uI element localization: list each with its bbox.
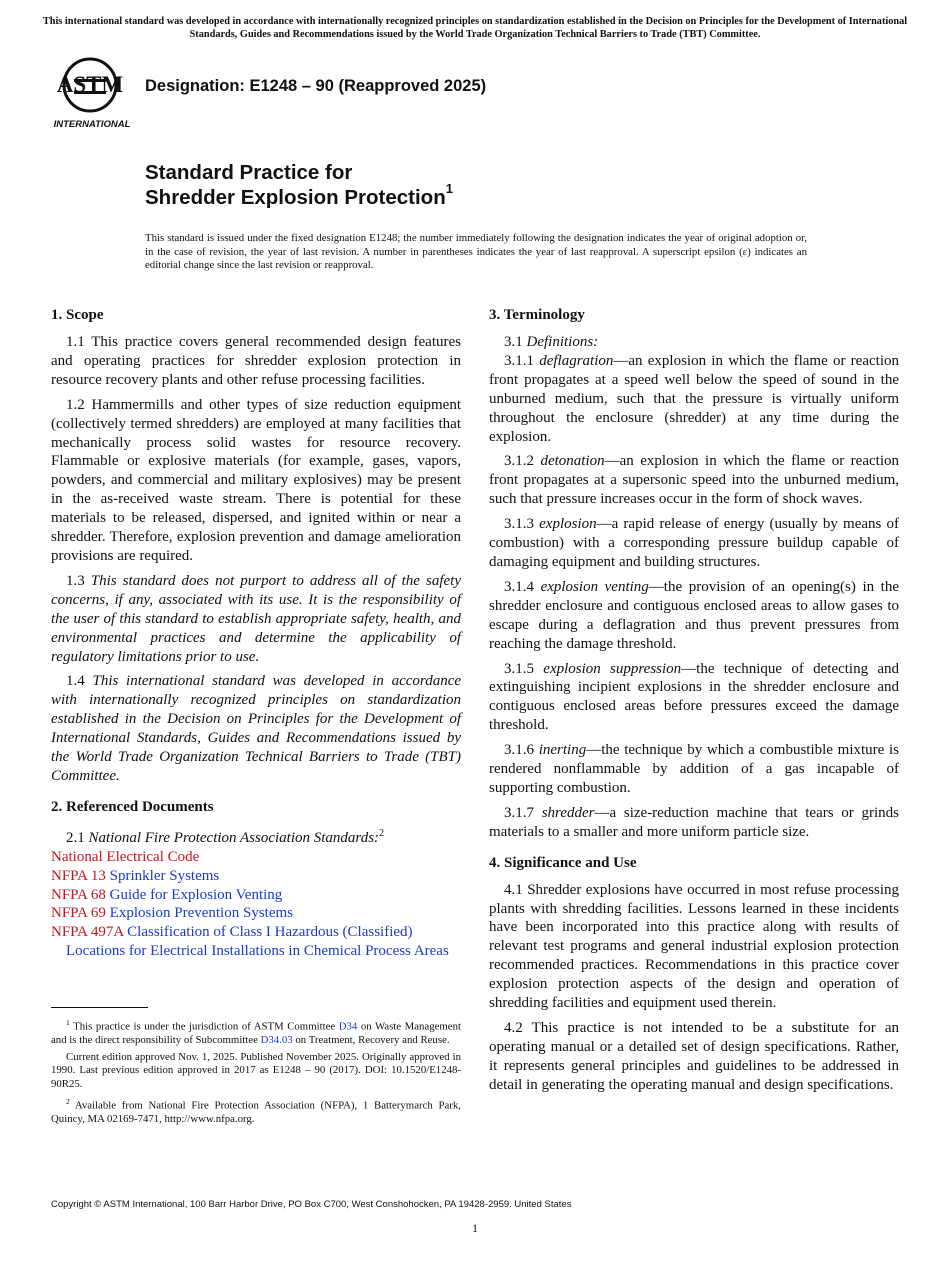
significance-heading: 4. Significance and Use bbox=[489, 854, 637, 871]
def-shredder-text: —a size-reduction machine that tears or grinds materials to a smaller and more uniform particle size. bbox=[489, 804, 900, 840]
edition-note: Current edition approved Nov. 1, 2025. Published November 2025. Originally approved in 1990. Last previous edition approved in 2017 as E1248 – 90 (2017). DOI: 10.1520/E1248-90R25. bbox=[51, 1050, 461, 1090]
designation: Designation: E1248 – 90 (Reapproved 2025) bbox=[145, 77, 487, 95]
def-explosion-num: 3.1.3 bbox=[504, 516, 534, 533]
def-deflagration-text: —an explosion in which the flame or reaction front propagates at a speed well below the speed of sound in the unburned medium, such that the pressure is virtually uniform throughout the enclosure (shredder) at any time during the explosion. bbox=[489, 352, 899, 445]
referenced-2-1-num: 2.1 bbox=[66, 829, 85, 846]
logo-caption: INTERNATIONAL bbox=[53, 119, 131, 130]
significance-4-1: 4.1 Shredder explosions have occurred in most refuse processing plants with shredding facilities. Lessons learned in these incidents have been incorporated into this practice along with results of relevant test programs and general industrial explosion protection recommended practices. Recommendations in this practice cover explosion protection aspects of the design and operation of shredding facilities and equipment used therein. bbox=[489, 881, 899, 1012]
top-notice: This international standard was developed in accordance with internationally recognized principles on standardization established in the Decision on Principles for the Development of International Standards, Guides and Recommendations issued by the World Trade Organization Technical Barriers to Trade (TBT) Committee. bbox=[42, 16, 908, 40]
def-explosion-venting bbox=[489, 578, 899, 654]
def-explosion-venting-text: —the provision of an opening(s) in the shredder enclosure and contiguous enclosed areas to allow gases to escape during a deflagration and thus prevent pressures from reaching the damage threshold. bbox=[489, 578, 900, 652]
ref-nfpa69-code[interactable]: NFPA 69 bbox=[51, 905, 106, 922]
ref-nfpa13[interactable] bbox=[51, 867, 461, 886]
def-explosion-suppression bbox=[489, 660, 899, 736]
referenced-2-1-text: National Fire Protection Association Standards: bbox=[88, 829, 380, 846]
terminology-3-1-label: Definitions: bbox=[526, 334, 599, 350]
def-explosion-suppression-text: —the technique of detecting and extinguishing incipient explosions in the shredder enclosure and contiguous enclosed areas before pressures exceed the damage threshold. bbox=[489, 660, 900, 734]
def-detonation-term: detonation bbox=[540, 453, 605, 470]
copyright: Copyright © ASTM International, 100 Barr Harbor Drive, PO Box C700, West Conshohocken, PA 19428-2959. United States bbox=[51, 1199, 572, 1210]
astm-logo bbox=[52, 55, 136, 133]
astm-logo-icon bbox=[52, 55, 136, 133]
def-deflagration-term: deflagration bbox=[539, 352, 614, 369]
referenced-footnote-mark[interactable]: 2 bbox=[379, 827, 385, 839]
title-line1: Standard Practice for bbox=[145, 161, 353, 184]
def-explosion-term: explosion bbox=[539, 516, 597, 533]
scope-heading: 1. Scope bbox=[51, 307, 104, 323]
scope-1-3 bbox=[51, 572, 461, 667]
ref-nec-code[interactable]: National Electrical Code bbox=[51, 848, 200, 865]
ref-nfpa69-title[interactable]: Explosion Prevention Systems bbox=[109, 905, 293, 922]
def-detonation-text: —an explosion in which the flame or reaction front propagates at a supersonic speed into the unburned medium, such that pressure increases occur in the form of shock waves. bbox=[489, 453, 899, 508]
def-inerting-text: —the technique by which a combustible mixture is rendered nonflammable by addition of a gas incapable of supporting combustion. bbox=[489, 742, 900, 796]
page-number: 1 bbox=[472, 1221, 478, 1235]
footnote-2-text: Available from National Fire Protection Association (NFPA), 1 Batterymarch Park, Quincy, MA 02169-7471, http://www.nfpa.org. bbox=[51, 1099, 461, 1125]
significance-4-2: 4.2 This practice is not intended to be a substitute for an operating manual or a detailed set of design specifications. Rather, it represents general principles and guidelines to be addressed in detail in generating the operating manual and design specifications. bbox=[489, 1020, 899, 1093]
def-explosion bbox=[489, 515, 899, 572]
def-shredder-term: shredder bbox=[541, 804, 595, 821]
def-shredder bbox=[489, 804, 899, 842]
ref-nfpa13-title[interactable]: Sprinkler Systems bbox=[109, 867, 220, 884]
title-footnote-mark[interactable]: 1 bbox=[445, 181, 453, 197]
terminology-3-1-num: 3.1 bbox=[504, 334, 523, 350]
def-deflagration-num: 3.1.1 bbox=[504, 352, 534, 369]
scope-1-4-text: This international standard was developed in accordance with internationally recognized principles on standardization established in the Decision on Principles for the Development of International Standards, Guides and Recommendations issued by the World Trade Organization Technical Barriers to Trade (TBT) Committee. bbox=[51, 673, 462, 784]
footnote-1-mark: 1 bbox=[66, 1018, 70, 1027]
scope-1-3-num: 1.3 bbox=[66, 572, 85, 589]
referenced-2-1 bbox=[51, 825, 461, 848]
footnote-1 bbox=[51, 1016, 461, 1048]
def-explosion-suppression-term: explosion suppression bbox=[543, 660, 682, 677]
scope-1-4 bbox=[51, 672, 461, 785]
ref-nfpa69[interactable] bbox=[51, 904, 461, 923]
def-inerting-term: inerting bbox=[538, 742, 587, 759]
terminology-heading: 3. Terminology bbox=[489, 307, 585, 323]
page-title bbox=[145, 160, 453, 210]
def-explosion-text: —a rapid release of energy (usually by means of combustion) with a corresponding pressure buildup capable of damaging equipment and building structures. bbox=[489, 516, 899, 570]
ref-nec[interactable] bbox=[51, 848, 461, 867]
ref-nfpa68[interactable] bbox=[51, 886, 461, 905]
footnote-divider bbox=[51, 1007, 148, 1008]
def-detonation bbox=[489, 452, 899, 509]
footnote-1-text-a: This practice is under the jurisdiction of ASTM Committee bbox=[73, 1020, 339, 1033]
subcommittee-link[interactable]: D34.03 bbox=[260, 1034, 293, 1047]
scope-1-4-num: 1.4 bbox=[66, 673, 85, 690]
ref-nfpa13-code[interactable]: NFPA 13 bbox=[51, 867, 106, 884]
footnote-2 bbox=[51, 1095, 461, 1127]
ref-nfpa68-code[interactable]: NFPA 68 bbox=[51, 886, 106, 903]
def-inerting-num: 3.1.6 bbox=[504, 742, 534, 759]
ref-nfpa497a-code[interactable]: NFPA 497A bbox=[51, 924, 124, 941]
committee-link[interactable]: D34 bbox=[338, 1020, 358, 1033]
footnotes bbox=[51, 1016, 461, 1129]
footnote-2-mark: 2 bbox=[66, 1096, 70, 1106]
title-line2: Shredder Explosion Protection bbox=[145, 186, 446, 209]
left-column bbox=[51, 306, 461, 961]
def-detonation-num: 3.1.2 bbox=[504, 453, 534, 470]
issue-note: This standard is issued under the fixed designation E1248; the number immediately following the designation indicates the year of original adoption or, in the case of revision, the year of last revision. A number in parentheses indicates the year of last reapproval. A superscript epsilon (ε) indicates an editorial change since the last revision or reapproval. bbox=[145, 232, 807, 271]
right-column bbox=[489, 306, 899, 1101]
def-explosion-suppression-num: 3.1.5 bbox=[504, 660, 534, 677]
scope-1-1: 1.1 This practice covers general recommended design features and operating practices for shredder explosion protection in resource recovery plants and other refuse processing facilities. bbox=[51, 334, 461, 388]
ref-nfpa497a[interactable] bbox=[51, 923, 461, 961]
ref-nfpa68-title[interactable]: Guide for Explosion Venting bbox=[109, 886, 283, 903]
def-shredder-num: 3.1.7 bbox=[504, 804, 534, 821]
referenced-heading: 2. Referenced Documents bbox=[51, 798, 214, 815]
footnote-1-text-c: on Treatment, Recovery and Reuse. bbox=[292, 1034, 450, 1047]
def-inerting bbox=[489, 741, 899, 798]
footnote-1-text-b: on Waste Management and is the direct responsibility of Subcommittee bbox=[51, 1020, 461, 1047]
scope-1-3-text: This standard does not purport to address all of the safety concerns, if any, associated with its use. It is the responsibility of the user of this standard to establish appropriate safety, health, and environmental practices and determine the applicability of regulatory limitations prior to use. bbox=[51, 572, 461, 665]
def-explosion-venting-num: 3.1.4 bbox=[504, 578, 534, 595]
logo-letters: ASTM bbox=[56, 72, 124, 97]
def-explosion-venting-term: explosion venting bbox=[540, 578, 649, 595]
scope-1-2: 1.2 Hammermills and other types of size reduction equipment (collectively termed shredders) are employed at many facilities that mechanically process solid wastes for resource recovery. Flammable or explosive materials (for example, gases, vapors, powders, and commercial and military explosives) may be present in the as-received waste stream. There is potential for these materials to be released, dispersed, and ignited within or near a shredder. Therefore, explosion prevention and damage amelioration provisions are required. bbox=[51, 396, 461, 564]
terminology-3-1 bbox=[489, 333, 899, 352]
def-deflagration bbox=[489, 352, 899, 447]
ref-nfpa497a-title[interactable]: Classification of Class I Hazardous (Classified) Locations for Electrical Installations in Chemical Process Areas bbox=[66, 924, 449, 960]
